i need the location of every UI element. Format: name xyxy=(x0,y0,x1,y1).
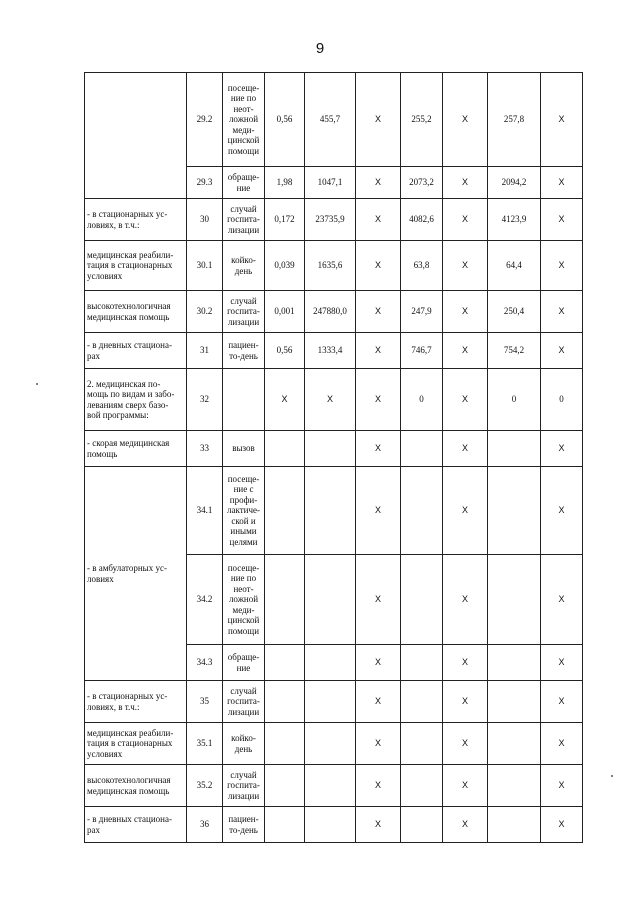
row-value: X xyxy=(356,765,401,807)
row-name: - в стационарных ус- ловиях, в т.ч.: xyxy=(85,681,187,723)
row-value: 0,039 xyxy=(265,241,305,291)
row-unit: обраще- ние xyxy=(223,167,265,199)
row-name: высокотехнологичная медицинская помощь xyxy=(85,291,187,333)
row-unit: койко- день xyxy=(223,723,265,765)
row-value xyxy=(305,645,356,681)
row-value xyxy=(265,431,305,467)
row-unit: посеще- ние по неот- ложной меди- цинской помощи xyxy=(223,73,265,167)
row-value xyxy=(305,467,356,555)
row-value: X xyxy=(356,291,401,333)
row-value: X xyxy=(443,241,488,291)
row-value xyxy=(305,723,356,765)
row-code: 30 xyxy=(187,199,223,241)
row-value xyxy=(401,467,443,555)
row-unit: вызов xyxy=(223,431,265,467)
row-value: 2094,2 xyxy=(488,167,541,199)
row-unit xyxy=(223,369,265,431)
table-row xyxy=(85,467,583,555)
row-value: X xyxy=(541,241,583,291)
row-value: 455,7 xyxy=(305,73,356,167)
row-value: X xyxy=(541,73,583,167)
scan-speck xyxy=(36,383,38,385)
table-row xyxy=(85,73,583,167)
row-code: 34.2 xyxy=(187,555,223,645)
row-name xyxy=(85,73,187,199)
row-value: X xyxy=(541,645,583,681)
row-value: 0,56 xyxy=(265,73,305,167)
row-value: X xyxy=(356,467,401,555)
row-unit: случай госпита- лизации xyxy=(223,681,265,723)
row-value: X xyxy=(265,369,305,431)
row-value: 2073,2 xyxy=(401,167,443,199)
row-value: X xyxy=(356,167,401,199)
row-value: 0 xyxy=(541,369,583,431)
table-row xyxy=(85,431,583,467)
row-value xyxy=(305,807,356,843)
row-value: 0,001 xyxy=(265,291,305,333)
row-value: X xyxy=(443,555,488,645)
row-value: X xyxy=(541,199,583,241)
row-value xyxy=(305,765,356,807)
row-value xyxy=(401,645,443,681)
row-unit: койко- день xyxy=(223,241,265,291)
row-value xyxy=(488,645,541,681)
row-value: X xyxy=(443,199,488,241)
row-value: X xyxy=(356,199,401,241)
row-unit: случай госпита- лизации xyxy=(223,291,265,333)
row-value: X xyxy=(541,333,583,369)
row-value: X xyxy=(443,291,488,333)
row-value: X xyxy=(356,807,401,843)
row-value: X xyxy=(356,555,401,645)
row-value: 247880,0 xyxy=(305,291,356,333)
row-value xyxy=(305,431,356,467)
row-code: 36 xyxy=(187,807,223,843)
row-name: 2. медицинская по- мощь по видам и забо- леваниям сверх базо- вой программы: xyxy=(85,369,187,431)
row-code: 35.1 xyxy=(187,723,223,765)
row-value: X xyxy=(541,431,583,467)
row-value: 1635,6 xyxy=(305,241,356,291)
row-code: 35.2 xyxy=(187,765,223,807)
row-value: 63,8 xyxy=(401,241,443,291)
table-row xyxy=(85,333,583,369)
row-value: X xyxy=(541,167,583,199)
row-value: 4123,9 xyxy=(488,199,541,241)
table-row xyxy=(85,723,583,765)
row-value: X xyxy=(356,431,401,467)
row-value xyxy=(401,681,443,723)
row-value: X xyxy=(541,291,583,333)
row-value: X xyxy=(541,555,583,645)
row-value: X xyxy=(541,723,583,765)
row-value xyxy=(401,431,443,467)
row-unit: случай госпита- лизации xyxy=(223,199,265,241)
row-code: 34.1 xyxy=(187,467,223,555)
row-value xyxy=(488,431,541,467)
row-name: высокотехнологичная медицинская помощь xyxy=(85,765,187,807)
row-code: 30.2 xyxy=(187,291,223,333)
row-code: 30.1 xyxy=(187,241,223,291)
row-value xyxy=(265,555,305,645)
row-value: 746,7 xyxy=(401,333,443,369)
row-value: X xyxy=(356,73,401,167)
row-value: 257,8 xyxy=(488,73,541,167)
row-code: 34.3 xyxy=(187,645,223,681)
row-value: X xyxy=(443,467,488,555)
row-value xyxy=(265,807,305,843)
row-value: 247,9 xyxy=(401,291,443,333)
table-row xyxy=(85,807,583,843)
row-value: X xyxy=(356,681,401,723)
table-row xyxy=(85,291,583,333)
row-unit: посеще- ние по неот- ложной меди- цинской помощи xyxy=(223,555,265,645)
row-value xyxy=(401,807,443,843)
row-value: 250,4 xyxy=(488,291,541,333)
row-code: 32 xyxy=(187,369,223,431)
row-value xyxy=(305,555,356,645)
row-value: X xyxy=(443,681,488,723)
row-name: медицинская реабили- тация в стационарных условиях xyxy=(85,723,187,765)
row-value: X xyxy=(443,73,488,167)
row-value xyxy=(265,723,305,765)
table-row xyxy=(85,199,583,241)
row-name: - скорая медицинская помощь xyxy=(85,431,187,467)
row-value: X xyxy=(541,807,583,843)
row-value: 0 xyxy=(401,369,443,431)
row-value: X xyxy=(356,369,401,431)
row-value xyxy=(488,555,541,645)
row-value: X xyxy=(356,723,401,765)
row-value: 0,56 xyxy=(265,333,305,369)
row-value xyxy=(488,681,541,723)
row-value: X xyxy=(443,645,488,681)
row-value: 23735,9 xyxy=(305,199,356,241)
row-value xyxy=(488,467,541,555)
row-value: 1,98 xyxy=(265,167,305,199)
row-code: 31 xyxy=(187,333,223,369)
row-value xyxy=(401,723,443,765)
tariff-table xyxy=(84,72,583,843)
row-code: 29.3 xyxy=(187,167,223,199)
row-value xyxy=(401,555,443,645)
row-unit: обраще- ние xyxy=(223,645,265,681)
row-name: - в амбулаторных ус- ловиях xyxy=(85,467,187,681)
row-value xyxy=(265,467,305,555)
row-value: X xyxy=(356,241,401,291)
row-value xyxy=(265,765,305,807)
scan-speck xyxy=(611,775,613,777)
row-name: медицинская реабили- тация в стационарных условиях xyxy=(85,241,187,291)
row-value: X xyxy=(443,765,488,807)
row-value: 255,2 xyxy=(401,73,443,167)
row-value: 1333,4 xyxy=(305,333,356,369)
row-value: X xyxy=(443,369,488,431)
row-value: 64,4 xyxy=(488,241,541,291)
row-value: 754,2 xyxy=(488,333,541,369)
table-row xyxy=(85,369,583,431)
row-value xyxy=(265,681,305,723)
row-value: X xyxy=(443,167,488,199)
page-number: 9 xyxy=(315,40,325,57)
row-value: 0 xyxy=(488,369,541,431)
row-value: X xyxy=(541,765,583,807)
row-value: X xyxy=(443,333,488,369)
row-value: X xyxy=(356,333,401,369)
row-value: 4082,6 xyxy=(401,199,443,241)
row-value: X xyxy=(541,467,583,555)
row-unit: посеще- ние с профи- лактиче- ской и иными целями xyxy=(223,467,265,555)
row-code: 33 xyxy=(187,431,223,467)
row-value: X xyxy=(443,807,488,843)
row-value: X xyxy=(443,723,488,765)
row-value: X xyxy=(443,431,488,467)
row-value xyxy=(488,765,541,807)
row-name: - в дневных стациона- рах xyxy=(85,807,187,843)
row-value xyxy=(265,645,305,681)
row-unit: пациен- то-день xyxy=(223,333,265,369)
row-name: - в дневных стациона- рах xyxy=(85,333,187,369)
row-value xyxy=(488,807,541,843)
row-unit: пациен- то-день xyxy=(223,807,265,843)
table-row xyxy=(85,765,583,807)
row-value xyxy=(488,723,541,765)
row-code: 35 xyxy=(187,681,223,723)
row-name: - в стационарных ус- ловиях, в т.ч.: xyxy=(85,199,187,241)
table-row xyxy=(85,681,583,723)
row-unit: случай госпита- лизации xyxy=(223,765,265,807)
row-value: 0,172 xyxy=(265,199,305,241)
row-value xyxy=(401,765,443,807)
row-value: X xyxy=(305,369,356,431)
row-value: 1047,1 xyxy=(305,167,356,199)
row-value: X xyxy=(541,681,583,723)
table-row xyxy=(85,241,583,291)
row-value: X xyxy=(356,645,401,681)
row-value xyxy=(305,681,356,723)
row-code: 29.2 xyxy=(187,73,223,167)
